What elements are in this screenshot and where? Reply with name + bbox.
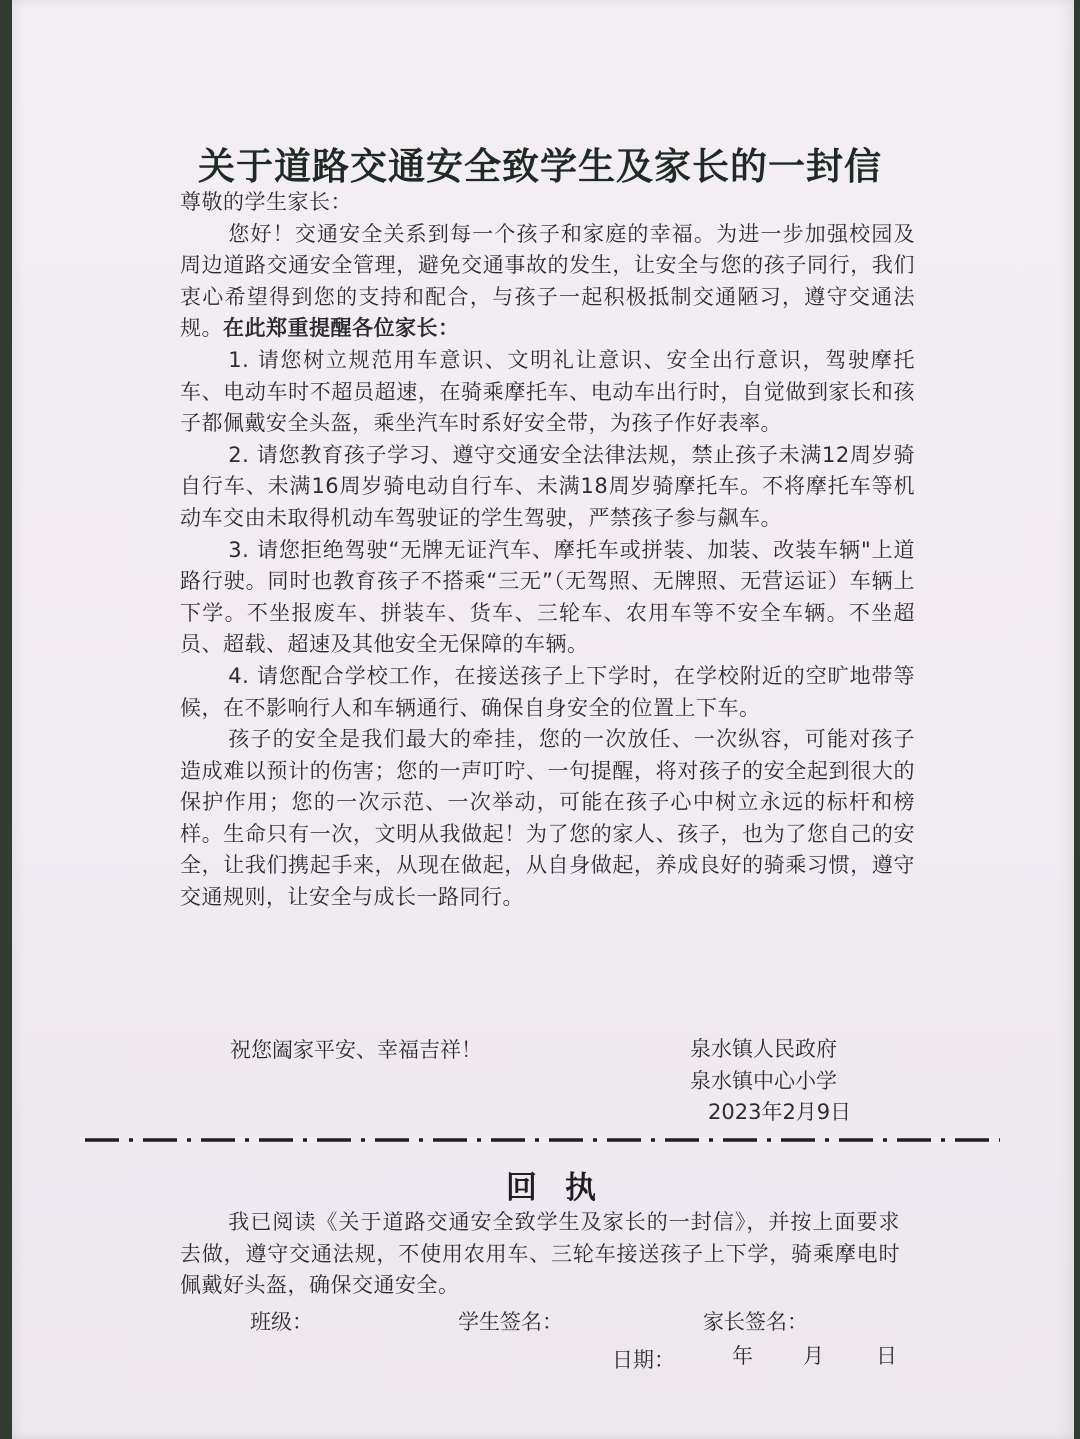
letter-body <box>180 187 915 914</box>
student-signature-label: 学生签名： <box>458 1310 563 1334</box>
closing-paragraph: 孩子的安全是我们最大的牵挂，您的一次放任、一次纵容，可能对孩子造成难以预计的伤害；您的一声叮咛、一句提醒，将对孩子的安全起到很大的保护作用；您的一次示范、一次举动，可能在孩子心中树立永远的标杆和榜样。生命只有一次，文明从我做起！为了您的家人、孩子，也为了您自己的安全，让我们携起手来，从现在做起，从自身做起，养成良好的骑乘习惯，遵守交通规则，让安全与成长一路同行。 <box>180 727 915 910</box>
receipt-body <box>180 1207 900 1302</box>
class-label: 班级： <box>250 1310 313 1334</box>
signature-block <box>690 1034 851 1129</box>
item-3: 3. 请您拒绝驾驶“无牌无证汽车、摩托车或拼装、加装、改装车辆"上道路行驶。同时也教育孩子不搭乘“三无”（无驾照、无牌照、无营运证）车辆上下学。不坐报废车、拼装车、货车、三轮车、农用车等不安全车辆。不坐超员、超载、超速及其他安全无保障的车辆。 <box>180 537 915 657</box>
day-label: 日 <box>876 1344 897 1368</box>
letter-date: 2023年2月9日 <box>708 1100 852 1124</box>
salutation: 尊敬的学生家长： <box>180 190 352 214</box>
item-4: 4. 请您配合学校工作，在接送孩子上下学时，在学校附近的空旷地带等候，在不影响行人和车辆通行、确保自身安全的位置上下车。 <box>180 663 915 720</box>
intro-text: 您好！交通安全关系到每一个孩子和家庭的幸福。为进一步加强校园及周边道路交通安全管理，避免交通事故的发生，让安全与您的孩子同行，我们衷心希望得到您的支持和配合，与孩子一起积极抵制交通陋习，遵守交通法规。 <box>180 221 915 341</box>
month-label: 月 <box>803 1344 824 1368</box>
intro-paragraph <box>180 219 915 345</box>
receipt-statement: 我已阅读《关于道路交通安全致学生及家长的一封信》，并按上面要求去做，遵守交通法规，不使用农用车、三轮车接送孩子上下学，骑乘摩电时佩戴好头盔，确保交通安全。 <box>180 1210 900 1297</box>
year-label: 年 <box>732 1344 753 1368</box>
date-label: 日期： <box>612 1348 675 1372</box>
receipt-title: 回执 <box>506 1170 624 1206</box>
letter-title: 关于道路交通安全致学生及家长的一封信 <box>198 144 882 188</box>
item-2: 2. 请您教育孩子学习、遵守交通安全法律法规，禁止孩子未满12周岁骑自行车、未满16周岁骑电动自行车、未满18周岁骑摩托车。不将摩托车等机动车交由未取得机动车驾驶证的学生驾驶，严禁孩子参与飙车。 <box>180 442 915 530</box>
intro-bold-text: 在此郑重提醒各位家长： <box>223 316 460 341</box>
blessing-line: 祝您阖家平安、幸福吉祥！ <box>230 1038 482 1062</box>
cut-line-divider <box>85 1137 1000 1143</box>
parent-signature-label: 家长签名： <box>703 1310 808 1334</box>
signer-school: 泉水镇中心小学 <box>690 1068 837 1093</box>
signer-government: 泉水镇人民政府 <box>690 1037 837 1061</box>
item-1: 1. 请您树立规范用车意识、文明礼让意识、安全出行意识，驾驶摩托车、电动车时不超员超速，在骑乘摩托车、电动车出行时，自觉做到家长和孩子都佩戴安全头盔，乘坐汽车时系好安全带，为孩子作好表率。 <box>180 347 915 436</box>
